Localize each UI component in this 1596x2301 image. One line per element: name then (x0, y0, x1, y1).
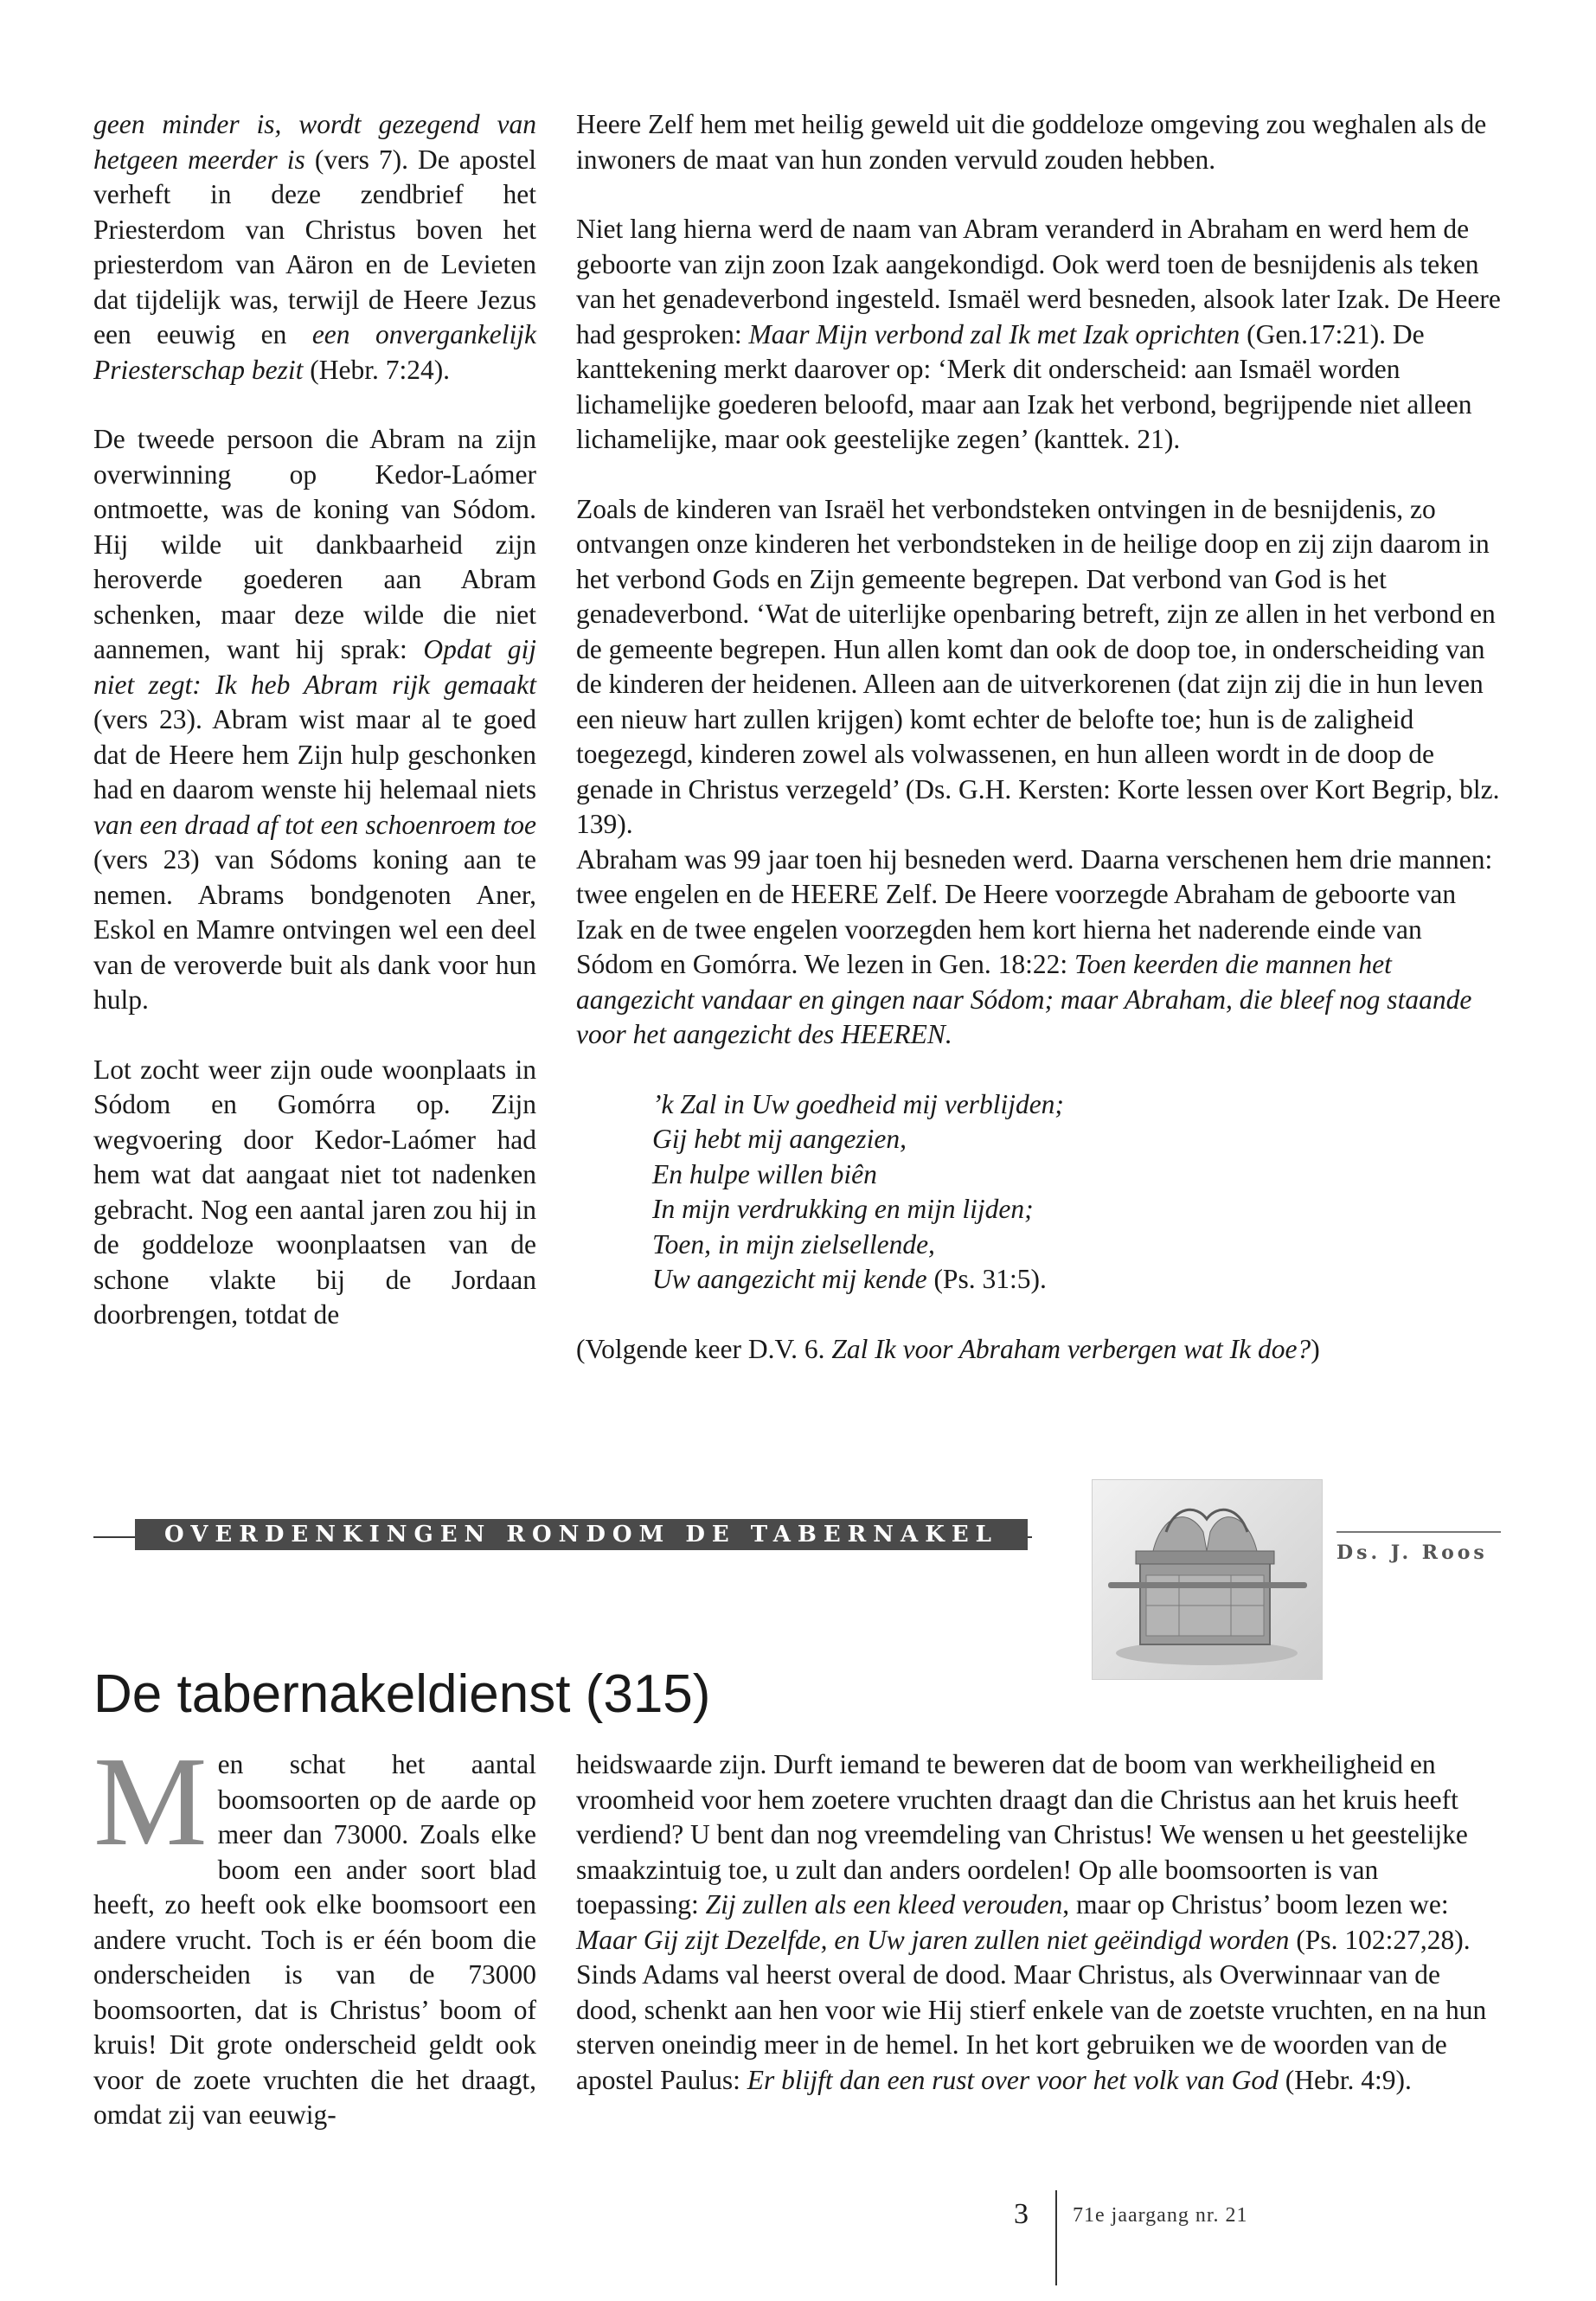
italic-quote: Er blijft dan een rust over voor het volk van God (747, 2064, 1279, 2095)
right-top-column (576, 107, 1502, 1401)
poem-line: In mijn verdrukking en mijn lijden; (652, 1194, 1034, 1224)
italic-quote: Zij zullen als een kleed verouden (705, 1889, 1063, 1920)
italic-quote: geen minder is, wordt gezegend van hetgeen meerder is (93, 109, 536, 175)
poem-text: Uw aangezicht mij kende (652, 1264, 927, 1294)
poem-line: Toen, in mijn zielsellende, (652, 1228, 935, 1259)
text: De tweede persoon die Abram na zijn overwinning op Kedor-Laómer ontmoette, was de koning van Sódom. Hij wilde uit dankbaarheid zijn heroverde goederen aan Abram schenken, maar deze wilde die niet aannemen, want hij sprak: (93, 424, 536, 664)
text: (vers 23). Abram wist maar al te goed dat de Heere hem Zijn hulp geschonken had en daarom wenste hij helemaal niets (93, 704, 536, 804)
italic-quote: Maar Mijn verbond zal Ik met Izak oprichten (748, 318, 1240, 349)
footer-rule (1055, 2190, 1057, 2285)
text: (Hebr. 4:9). (1278, 2064, 1412, 2095)
poem-line: En hulpe willen biên (652, 1158, 877, 1189)
article-title: De tabernakeldienst (315) (93, 1663, 711, 1724)
text: (vers 7). De apostel verheft in deze zendbrief het Priesterdom van Christus boven het priesterdom van Aäron en de Levieten dat tijdelijk was, terwijl de Heere Jezus een eeuwig en (93, 144, 537, 349)
left-bottom-column (93, 1731, 536, 2133)
italic-quote: Zal Ik voor Abraham verbergen wat Ik doe? (831, 1333, 1311, 1364)
paragraph (93, 422, 536, 1018)
paragraph: Lot zocht weer zijn oude woonplaats in Sódom en Gomórra op. Zijn wegvoering door Kedor-Laómer had hem wat dat aangaat niet tot nadenken gebracht. Nog een aantal jaren zou hij in de goddeloze woonplaatsen van de schone vlakte bij de Jordaan doorbrengen, totdat de (93, 1054, 536, 1330)
left-top-column (93, 107, 536, 1333)
paragraph: Zoals de kinderen van Israël het verbondsteken ontvingen in de besnijdenis, zo ontvangen onze kinderen het verbondsteken in de heilige doop en zij zijn daarom in het verbond Gods en Zijn gemeente begrepen. Dat verbond van God is het genadeverbond. ‘Wat de uiterlijke openbaring betreft, zijn ze allen in het verbond en de gemeente begrepen. Hun allen komt dan ook de doop toe, in onderscheiding van de kinderen der heidenen. Alleen aan de uitverkorenen (dat zijn zij die in hun leven een nieuw hart zullen krijgen) komt echter de belofte toe; hun is de zaligheid toegezegd, kinderen zowel als volwassenen, en hun alleen wordt in de doop de genade in Christus verzegeld’ (Ds. G.H. Kersten: Korte lessen over Kort Begrip, blz. 139). (576, 493, 1500, 839)
text: (Volgende keer D.V. 6. (576, 1333, 832, 1364)
italic-quote: een onvergankelijk Priesterschap bezit (93, 319, 536, 385)
paragraph: Heere Zelf hem met heilig geweld uit die goddeloze omgeving zou weghalen als de inwoners de maat van hun zonden vervuld zouden hebben. (576, 109, 1487, 175)
text: Abraham was 99 jaar toen hij besneden werd. Daarna verschenen hem drie mannen: twee engelen en de HEERE Zelf. De Heere voorzegde Abraham de geboorte van Izak en de twee engelen voorzegden hem kort hierna het naderende einde van Sódom en Gomórra. We lezen in Gen. 18:22: (576, 843, 1493, 979)
text: en schat het aantal boomsoorten op de aarde op meer dan 73000. Zoals elke boom een ander soort blad heeft, zo heeft ook elke boomsoort een andere vrucht. Toch is er één boom die onderscheiden is van de 73000 boomsoorten, dat is Christus’ boom of kruis! Dit grote onderscheid geldt ook voor de zoete vruchten die het draagt, omdat zij van eeuwig- (93, 1749, 536, 2130)
italic-quote: Toen keerden die mannen het aangezicht vandaar en gingen naar Sódom; maar Abraham, die bleef nog staande voor het aangezicht des HEEREN. (576, 949, 1472, 1049)
poem-line (652, 1262, 1502, 1298)
text: heidswaarde zijn. Durft iemand te beweren dat de boom van werkheiligheid en vroomheid voor hem zoetere vruchten draagt dan die Christus aan het kruis heeft verdiend? U bent dan nog vreemdeling van Christus! We wensen u het geestelijke smaakzintuig toe, u zult dan anders oordelen! Op alle boomsoorten is van toepassing: (576, 1749, 1468, 1920)
text: (Gen.17:21). De kanttekening merkt daarover op: ‘Merk dit onderscheid: aan Ismaël worden lichamelijke goederen beloofd, maar aan Izak het verbond, begrijpende niet alleen lichamelijke, maar ook geestelijke zegen’ (kanttek. 21). (576, 318, 1472, 454)
series-header (93, 1519, 1032, 1550)
issue-label: 71e jaargang nr. 21 (1073, 2204, 1248, 2227)
text: (Hebr. 7:24). (303, 354, 451, 385)
drop-cap: M (93, 1731, 208, 1873)
psalm-reference: (Ps. 31:5). (926, 1264, 1047, 1294)
paragraph (93, 1731, 536, 2133)
poem-line: ’k Zal in Uw goedheid mij verblijden; (652, 1088, 1064, 1119)
italic-quote: Maar Gij zijt Dezelfde, en Uw jaren zullen niet geëindigd worden (576, 1924, 1290, 1955)
text: (Ps. 102:27,28). Sinds Adams val heerst overal de dood. Maar Christus, als Overwinnaar van de dood, schenkt aan hen voor wie Hij stierf enkele van de zoetste vruchten, en na hun sterven oneindig meer in de hemel. In het kort gebruiken we de woorden van de apostel Paulus: (576, 1924, 1487, 2095)
paragraph (576, 1747, 1502, 2098)
ark-of-covenant-photo (1092, 1479, 1323, 1680)
text: Niet lang hierna werd de naam van Abram veranderd in Abraham en werd hem de geboorte van zijn zoon Izak aangekondigd. Ook werd toen de besnijdenis als teken van het genadeverbond ingesteld. Ismaël werd besneden, alsook later Izak. De Heere had gesproken: (576, 214, 1501, 349)
text: ) (1311, 1333, 1320, 1364)
ark-illustration (1093, 1480, 1322, 1679)
text: , maar op Christus’ boom lezen we: (1062, 1889, 1449, 1920)
author-name: Ds. J. Roos (1336, 1541, 1488, 1564)
text: (vers 23) van Sódoms koning aan te nemen. Abrams bondgenoten Aner, Eskol en Mamre ontvingen wel een deel van de veroverde buit als dank voor hun hulp. (93, 844, 536, 1015)
italic-quote: van een draad af tot een schoenroem toe (93, 809, 536, 840)
next-issue-note (576, 1332, 1502, 1368)
page-number: 3 (1014, 2198, 1029, 2230)
italic-quote: Opdat gij niet zegt: Ik heb Abram rijk gemaakt (93, 634, 536, 700)
series-label: OVERDENKINGEN RONDOM DE TABERNAKEL (135, 1519, 1028, 1550)
poem-line: Gij hebt mij aangezien, (652, 1124, 907, 1154)
psalm-quote (652, 1087, 1502, 1298)
paragraph (576, 212, 1502, 458)
author-rule (1336, 1531, 1501, 1533)
right-bottom-column (576, 1747, 1502, 2098)
paragraph (576, 843, 1502, 1053)
paragraph (93, 107, 536, 388)
